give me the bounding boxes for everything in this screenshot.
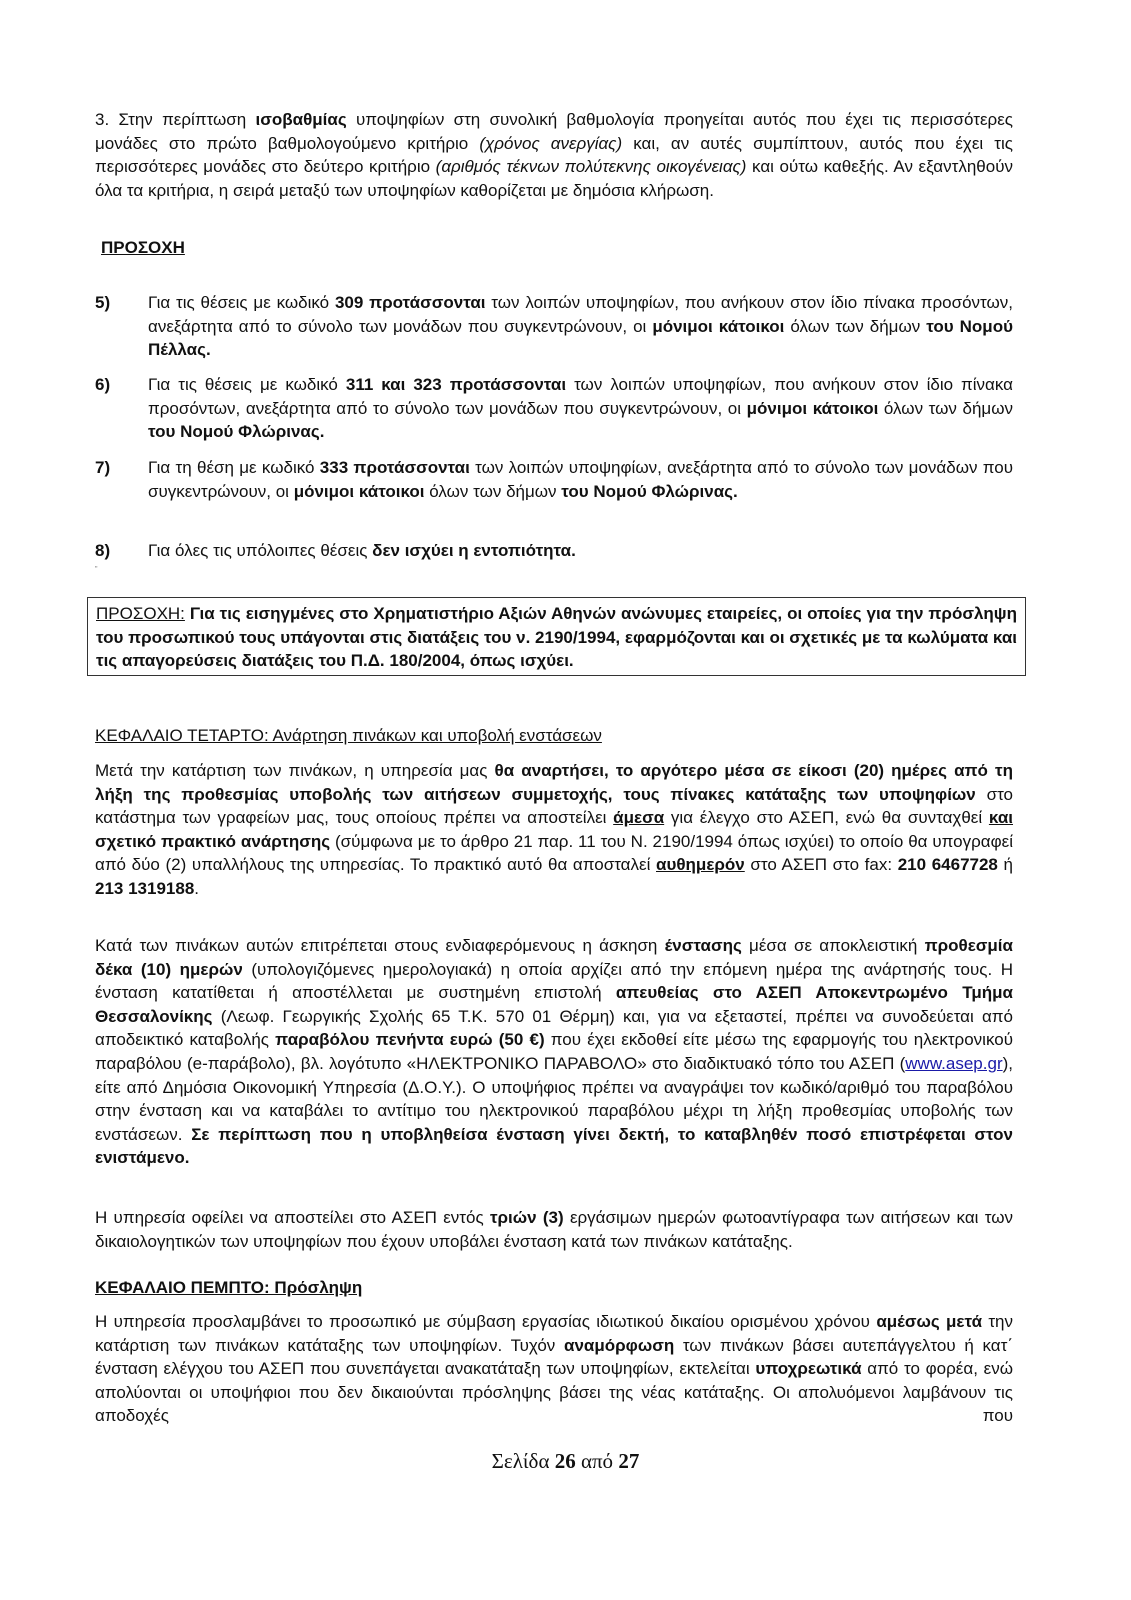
- list-item-8: [95, 539, 1013, 563]
- text-run: τριών (3): [489, 1208, 564, 1227]
- text-run: ), είτε από Δημόσια Οικονομική Υπηρεσία (Δ.Ο.Υ.). Ο υποψήφιος πρέπει να αναγράψει τον κωδικό/αριθμό του παραβόλου στην ένσταση και να καταβάλει το αντίτιμο του ηλεκτρονικού παραβόλου μέχρι τη λήξη προθεσμίας υποβολής των ενστάσεων.: [95, 1053, 1013, 1144]
- text-run: αμέσως μετά: [876, 1312, 983, 1331]
- text-run: 333 προτάσσονται: [319, 458, 470, 477]
- text-run: σχετικό πρακτικό ανάρτησης: [95, 831, 331, 851]
- text-run: υποψηφίων στη συνολική βαθμολογία προηγείται αυτός που έχει τις περισσότερες μονάδες στο πρώτο βαθμολογούμενο κριτήριο: [95, 110, 1013, 153]
- text-run: μόνιμοι κάτοικοι: [293, 481, 425, 501]
- text-run: παραβόλου πενήντα ευρώ (50 €): [275, 1030, 545, 1050]
- list-item-6: [95, 373, 1013, 444]
- text-run: όλων των δήμων: [878, 398, 1013, 418]
- item-text: [148, 373, 1013, 444]
- text-run: προθεσμία δέκα (10) ημερών: [95, 936, 1013, 979]
- text-run: του Νομού Πέλλας.: [148, 316, 1013, 360]
- paragraph-tie-break: [95, 108, 1013, 202]
- text-run: ΠΡΟΣΟΧΗ:: [96, 604, 185, 623]
- text-run: μόνιμοι κάτοικοι: [746, 398, 879, 418]
- list-item-5: [95, 291, 1013, 362]
- text-run: για έλεγχο στο ΑΣΕΠ, ενώ θα συνταχθεί: [664, 808, 989, 828]
- text-run: .: [194, 878, 200, 898]
- chapter-4-paragraph-objections: [95, 934, 1013, 1170]
- attention-heading: ΠΡΟΣΟΧΗ: [101, 238, 185, 257]
- text-run: υποχρεωτικά: [755, 1359, 862, 1379]
- of-label: από: [580, 1449, 614, 1473]
- chapter-4-paragraph-copies: [95, 1206, 1013, 1253]
- text-run: (υπολογιζόμενες ημερολογιακά) η οποία αρχίζει από την επόμενη ημέρα της ανάρτησής τους. Η ένσταση κατατίθεται ή αποστέλλεται με συστημένη επιστολή: [95, 959, 1013, 1003]
- chapter-4-paragraph-posting: [95, 759, 1013, 901]
- text-run: στο ΑΣΕΠ στο fax:: [744, 855, 898, 875]
- text-run: Μετά την κατάρτιση των πινάκων, η υπηρεσία μας: [95, 761, 495, 780]
- page-number: 26: [554, 1449, 576, 1473]
- text-run: δεν ισχύει η εντοπιότητα.: [372, 541, 576, 560]
- text-run: 309 προτάσσονται: [334, 293, 486, 312]
- text-run: (Λεωφ. Γεωργικής Σχολής 65 Τ.Κ. 570 01 Θέρμη) και, για να εξεταστεί, πρέπει να συνοδεύεται από αποδεικτικό καταβολής: [95, 1006, 1013, 1050]
- text-run: (χρόνος ανεργίας): [479, 133, 623, 153]
- text-run: Για τη θέση με κωδικό: [148, 458, 320, 477]
- chapter-5-heading: ΚΕΦΑΛΑΙΟ ΠΕΜΠΤΟ: Πρόσληψη: [95, 1278, 363, 1297]
- text-run: απευθείας στο ΑΣΕΠ Αποκεντρωμένο Τμήμα Θεσσαλονίκης: [95, 983, 1013, 1026]
- text-run: των λοιπών υποψηφίων, που ανήκουν στον ίδιο πίνακα προσόντων, ανεξάρτητα από το σύνολο των μονάδων που συγκεντρώνουν, οι: [148, 293, 1013, 336]
- text-run: 311 και 323 προτάσσονται: [345, 375, 567, 394]
- item-number: 8): [95, 541, 111, 560]
- text-run: και, αν αυτές συμπίπτουν, αυτός που έχει τις περισσότερες μονάδες στο δεύτερο κριτήριο: [95, 133, 1013, 177]
- text-run: (αριθμός τέκνων πολύτεκνης οικογένειας): [435, 157, 747, 177]
- item-text: [148, 456, 1013, 503]
- text-run: 3. Στην περίπτωση: [95, 110, 256, 129]
- item-text: [148, 539, 1013, 563]
- text-run: άμεσα: [613, 808, 665, 828]
- text-run: όλων των δήμων: [424, 481, 562, 501]
- text-run: Για όλες τις υπόλοιπες θέσεις: [148, 541, 373, 560]
- text-run: θα αναρτήσει, το αργότερο μέσα σε είκοσι (20) ημέρες από τη λήξη της προθεσμίας υποβολής των αιτήσεων συμμετοχής, τους πίνακες κατάταξης των υποψηφίων: [95, 761, 1013, 804]
- text-run: μέσα σε αποκλειστική: [741, 936, 925, 955]
- text-run: Για τις εισηγμένες στο Χρηματιστήριο Αξιών Αθηνών ανώνυμες εταιρείες, οι οποίες για την πρόσληψη του προσωπικού τους υπάγονται στις διατάξεις του ν. 2190/1994, εφαρμόζονται και οι σχετικές με τα κωλύματα και τις απαγορεύσεις διατάξεις του Π.Δ. 180/2004, όπως ισχύει.: [96, 604, 1017, 671]
- text-run: του Νομού Φλώρινας.: [148, 422, 325, 442]
- item-number: 6): [95, 375, 111, 394]
- text-run: Κατά των πινάκων αυτών επιτρέπεται στους ενδιαφερόμενους η άσκηση: [95, 936, 665, 955]
- text-run: την κατάρτιση των πινάκων κατάταξης των υποψηφίων. Τυχόν: [95, 1312, 1014, 1355]
- asep-link[interactable]: www.asep.gr: [905, 1053, 1003, 1073]
- text-run: ένστασης: [664, 936, 742, 955]
- stray-mark: ": [95, 566, 98, 573]
- text-run: και: [988, 808, 1013, 828]
- text-run: Η υπηρεσία οφείλει να αποστείλει στο ΑΣΕΠ εντός: [95, 1208, 490, 1227]
- item-number: 5): [95, 293, 111, 312]
- text-run: 213 1319188: [95, 878, 195, 898]
- text-run: στο κατάστημα των γραφείων μας, τους οποίους πρέπει να αποστείλει: [95, 784, 1013, 828]
- page-label: Σελίδα: [491, 1449, 550, 1473]
- text-run: όλων των δήμων: [784, 316, 927, 336]
- text-run: Για τις θέσεις με κωδικό: [148, 293, 335, 312]
- text-run: του Νομού Φλώρινας.: [561, 481, 738, 501]
- text-run: Για τις θέσεις με κωδικό: [148, 375, 346, 394]
- text-run: και ούτω καθεξής. Αν εξαντληθούν όλα τα κριτήρια, η σειρά μεταξύ των υποψηφίων καθορίζεται με δημόσια κλήρωση.: [95, 157, 1013, 200]
- chapter-5-paragraph: [95, 1310, 1013, 1428]
- text-run: των πινάκων βάσει αυτεπάγγελτου ή κατ΄ ένσταση ελέγχου του ΑΣΕΠ που συνεπάγεται ανακατάταξη των υποψηφίων, εκτελείται: [95, 1335, 1013, 1379]
- text-run: εργάσιμων ημερών φωτοαντίγραφα των αιτήσεων και των δικαιολογητικών των υποψηφίων που έχουν υποβάλει ένσταση κατά των πινάκων κατάταξης.: [95, 1208, 1013, 1251]
- item-number: 7): [95, 458, 111, 477]
- chapter-4-heading: ΚΕΦΑΛΑΙΟ ΤΕΤΑΡΤΟ: Ανάρτηση πινάκων και υποβολή ενστάσεων: [95, 726, 602, 745]
- text-run: αυθημερόν: [656, 855, 745, 875]
- text-run: μόνιμοι κάτοικοι: [652, 316, 785, 336]
- text-run: ή: [997, 855, 1013, 875]
- text-run: που έχει εκδοθεί είτε μέσω της εφαρμογής του ηλεκτρονικού παραβόλου (e-παράβολο), βλ. λογότυπο «ΗΛΕΚΤΡΟΝΙΚΟ ΠΑΡΑΒΟΛΟ» στο διαδικτυακό τόπο του ΑΣΕΠ (: [95, 1030, 1013, 1073]
- text-run: 210 6467728: [897, 855, 998, 875]
- text-run: των λοιπών υποψηφίων, ανεξάρτητα από το σύνολο των μονάδων που συγκεντρώνουν, οι: [148, 458, 1014, 501]
- text-run: αναμόρφωση: [564, 1335, 675, 1355]
- text-run: ισοβαθμίας: [255, 110, 347, 129]
- text-run: των λοιπών υποψηφίων, που ανήκουν στον ίδιο πίνακα προσόντων, ανεξάρτητα από το σύνολο των μονάδων που συγκεντρώνουν, οι: [148, 375, 1013, 418]
- text-run: Σε περίπτωση που η υποβληθείσα ένσταση γίνει δεκτή, το καταβληθέν ποσό επιστρέφεται στον ενιστάμενο.: [95, 1124, 1013, 1168]
- total-pages: 27: [618, 1449, 640, 1473]
- text-run: Η υπηρεσία προσλαμβάνει το προσωπικό με σύμβαση εργασίας ιδιωτικού δικαίου ορισμένου χρόνου: [95, 1312, 877, 1331]
- item-text: [148, 291, 1013, 362]
- page-footer: [0, 1450, 1131, 1474]
- list-item-7: [95, 456, 1013, 503]
- notice-box: [87, 597, 1026, 676]
- text-run: (σύμφωνα με το άρθρο 21 παρ. 11 του Ν. 2190/1994 όπως ισχύει) το οποίο θα υπογραφεί από δύο (2) υπαλλήλους της υπηρεσίας. Το πρακτικό αυτό θα αποσταλεί: [95, 831, 1013, 875]
- text-run: από το φορέα, ενώ απολύονται οι υποψήφιοι που δεν δικαιούνται πρόσληψης βάσει της νέας κατάταξης. Οι απολυόμενοι λαμβάνουν τις αποδοχές που: [95, 1359, 1013, 1426]
